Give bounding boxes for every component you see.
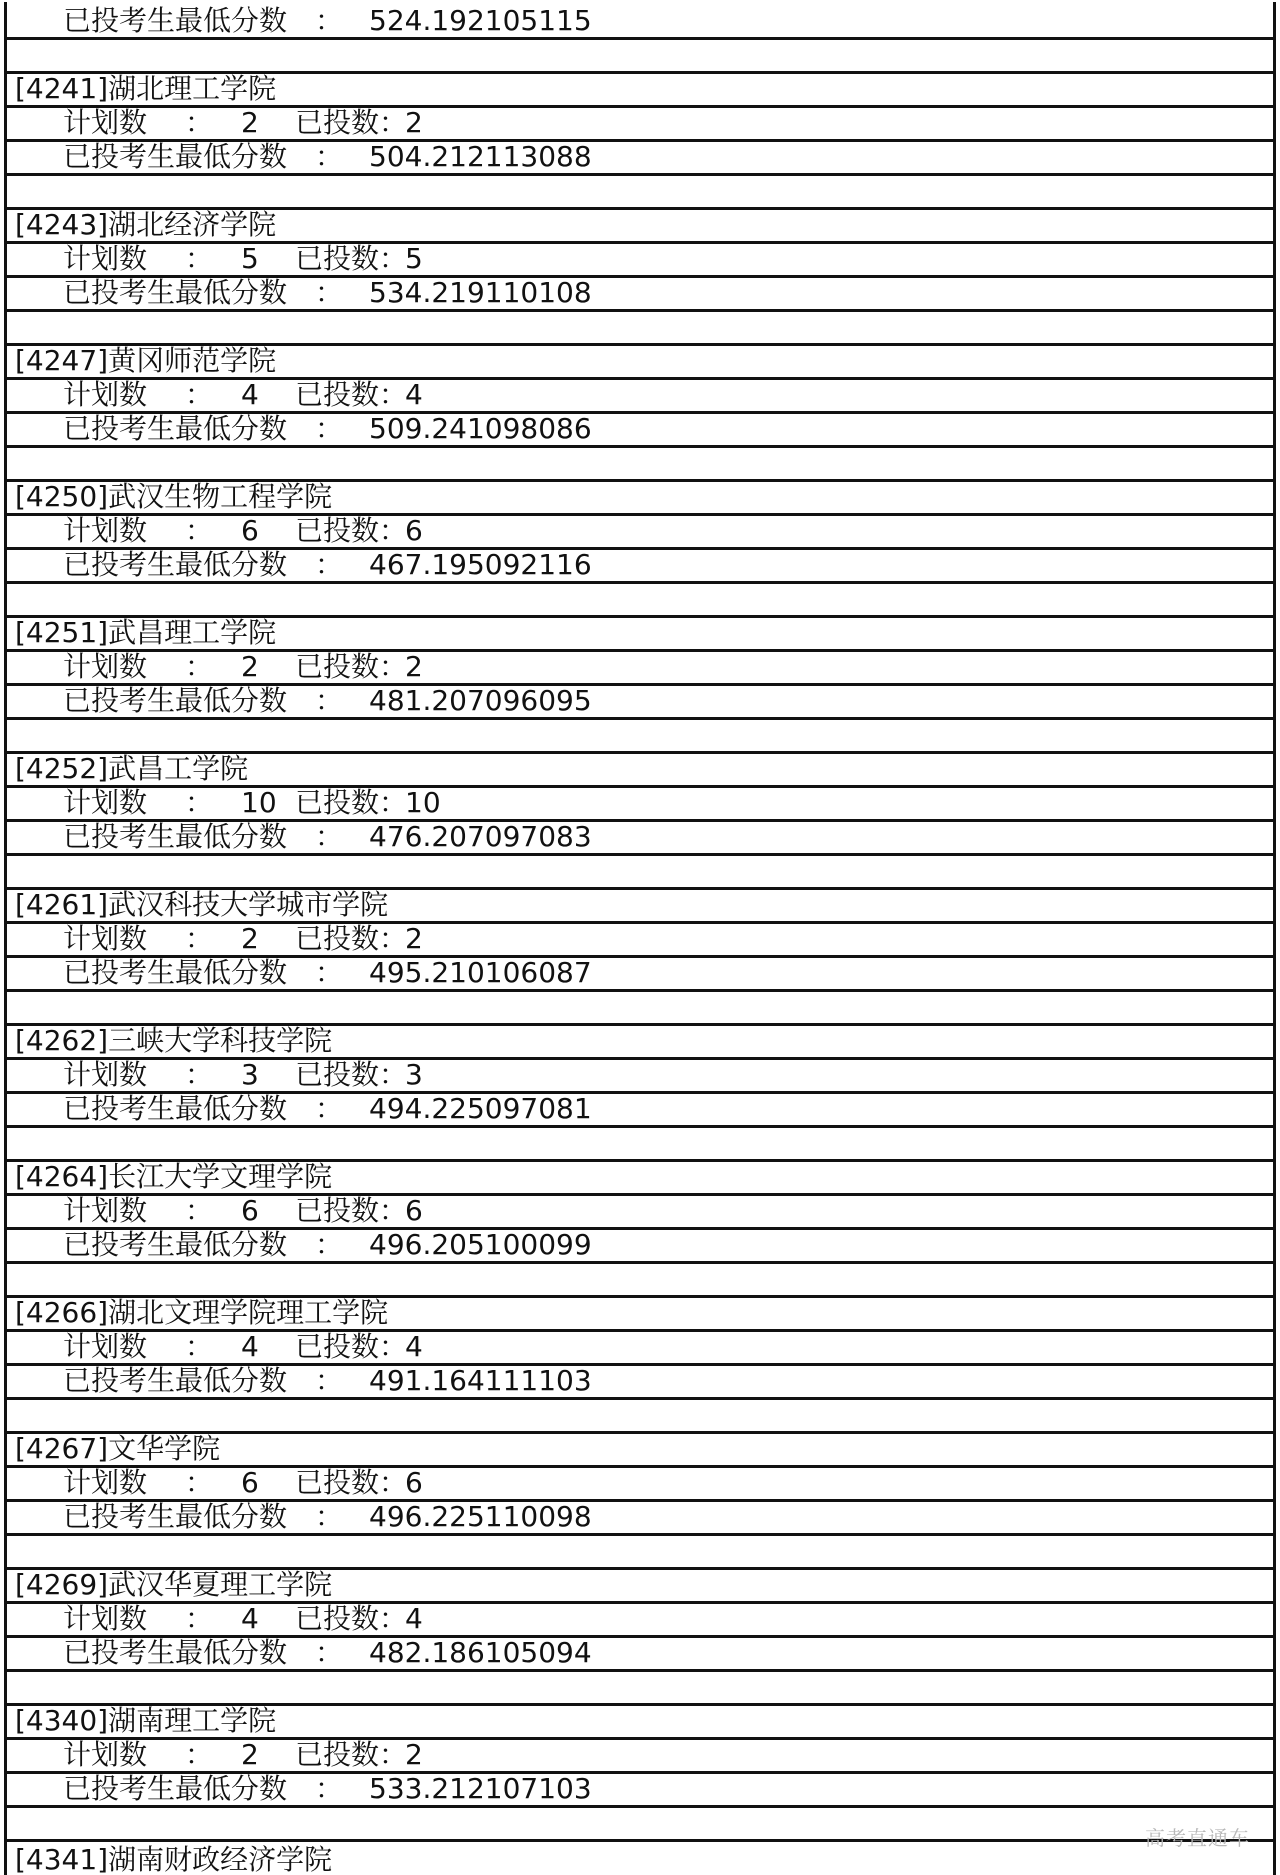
- submitted-value: 4: [405, 1604, 423, 1635]
- college-block: [7, 618, 1273, 754]
- min-score-row: [7, 550, 1273, 584]
- blank-row: [7, 1808, 1273, 1842]
- min-score-value: 467.195092116: [369, 550, 592, 581]
- college-name: [4250]武汉生物工程学院: [15, 482, 333, 513]
- min-score-colon: ：: [315, 822, 344, 853]
- plan-label: 计划数: [63, 1060, 148, 1091]
- submitted-label: 已投数：: [295, 244, 408, 275]
- plan-label: 计划数: [63, 652, 148, 683]
- min-score-label: 已投考生最低分数: [63, 822, 288, 853]
- college-name-row: [7, 74, 1273, 108]
- blank-row: [7, 720, 1273, 754]
- college-name-row: [7, 1162, 1273, 1196]
- college-name: [4262]三峡大学科技学院: [15, 1026, 333, 1057]
- plan-label: 计划数: [63, 244, 148, 275]
- college-name: [4340]湖南理工学院: [15, 1706, 277, 1737]
- college-name: [4252]武昌工学院: [15, 754, 249, 785]
- min-score-value: 533.212107103: [369, 1774, 592, 1805]
- college-block: [7, 482, 1273, 618]
- college-name-row: [7, 1026, 1273, 1060]
- min-score-value: 495.210106087: [369, 958, 592, 989]
- submitted-label: 已投数：: [295, 380, 408, 411]
- plan-value: 6: [241, 1468, 259, 1499]
- min-score-row: [7, 1230, 1273, 1264]
- college-name-row: [7, 210, 1273, 244]
- plan-colon: ：: [185, 1332, 214, 1363]
- min-score-value: 481.207096095: [369, 686, 592, 717]
- min-score-colon: ：: [315, 1502, 344, 1533]
- blank-row: [7, 992, 1273, 1026]
- min-score-colon: ：: [315, 1774, 344, 1805]
- submitted-value: 2: [405, 924, 423, 955]
- min-score-value: 491.164111103: [369, 1366, 592, 1397]
- college-name: [4247]黄冈师范学院: [15, 346, 277, 377]
- submitted-value: 2: [405, 1740, 423, 1771]
- min-score-label: 已投考生最低分数: [63, 1230, 288, 1261]
- min-score-row: [7, 822, 1273, 856]
- plan-row: [7, 1332, 1273, 1366]
- plan-label: 计划数: [63, 108, 148, 139]
- plan-colon: ：: [185, 516, 214, 547]
- min-score-colon: ：: [315, 686, 344, 717]
- plan-row: [7, 1060, 1273, 1094]
- plan-colon: ：: [185, 1196, 214, 1227]
- submitted-value: 2: [405, 108, 423, 139]
- plan-value: 4: [241, 1332, 259, 1363]
- college-name-row: [7, 1706, 1273, 1740]
- plan-row: [7, 244, 1273, 278]
- min-score-label: 已投考生最低分数: [63, 414, 288, 445]
- min-score-value: 494.225097081: [369, 1094, 592, 1125]
- min-score-value: 509.241098086: [369, 414, 592, 445]
- plan-row: [7, 1196, 1273, 1230]
- min-score-label: 已投考生最低分数: [63, 1094, 288, 1125]
- college-name: [4267]文华学院: [15, 1434, 221, 1465]
- plan-label: 计划数: [63, 924, 148, 955]
- min-score-colon: ：: [315, 414, 344, 445]
- submitted-value: 3: [405, 1060, 423, 1091]
- plan-colon: ：: [185, 652, 214, 683]
- submitted-label: 已投数：: [295, 516, 408, 547]
- blank-row: [7, 856, 1273, 890]
- plan-label: 计划数: [63, 1604, 148, 1635]
- min-score-value: 524.192105115: [369, 4, 592, 37]
- min-score-colon: ：: [315, 278, 344, 309]
- blank-row: [7, 176, 1273, 210]
- submitted-label: 已投数：: [295, 108, 408, 139]
- min-score-colon: ：: [315, 550, 344, 581]
- plan-colon: ：: [185, 1468, 214, 1499]
- college-name-row: [7, 482, 1273, 516]
- plan-colon: ：: [185, 1604, 214, 1635]
- college-block: [7, 210, 1273, 346]
- college-block: [7, 346, 1273, 482]
- plan-row: [7, 924, 1273, 958]
- min-score-label: 已投考生最低分数: [63, 1502, 288, 1533]
- college-block: [7, 754, 1273, 890]
- min-score-value: 476.207097083: [369, 822, 592, 853]
- min-score-row: [7, 1094, 1273, 1128]
- submitted-value: 4: [405, 380, 423, 411]
- top-min-score-row: [7, 2, 1273, 40]
- min-score-value: 496.225110098: [369, 1502, 592, 1533]
- college-name-row: [7, 1570, 1273, 1604]
- min-score-row: [7, 958, 1273, 992]
- college-name: [4266]湖北文理学院理工学院: [15, 1298, 389, 1329]
- submitted-label: 已投数：: [295, 924, 408, 955]
- blank-row: [7, 1264, 1273, 1298]
- plan-value: 2: [241, 1740, 259, 1771]
- plan-value: 4: [241, 380, 259, 411]
- plan-colon: ：: [185, 924, 214, 955]
- min-score-colon: ：: [315, 4, 344, 37]
- college-list: [7, 74, 1273, 1842]
- min-score-row: [7, 1502, 1273, 1536]
- plan-colon: ：: [185, 380, 214, 411]
- blank-row: [7, 448, 1273, 482]
- submitted-label: 已投数：: [295, 1468, 408, 1499]
- min-score-row: [7, 278, 1273, 312]
- college-name: [4243]湖北经济学院: [15, 210, 277, 241]
- plan-colon: ：: [185, 1740, 214, 1771]
- plan-row: [7, 380, 1273, 414]
- college-block: [7, 1570, 1273, 1706]
- min-score-value: 504.212113088: [369, 142, 592, 173]
- college-name: [4269]武汉华夏理工学院: [15, 1570, 333, 1601]
- plan-label: 计划数: [63, 380, 148, 411]
- min-score-label: 已投考生最低分数: [63, 1638, 288, 1669]
- submitted-value: 6: [405, 1196, 423, 1227]
- submitted-label: 已投数：: [295, 1604, 408, 1635]
- min-score-label: 已投考生最低分数: [63, 550, 288, 581]
- plan-label: 计划数: [63, 1468, 148, 1499]
- college-block: [7, 1706, 1273, 1842]
- blank-row: [7, 584, 1273, 618]
- plan-colon: ：: [185, 108, 214, 139]
- submitted-label: 已投数：: [295, 788, 408, 819]
- plan-colon: ：: [185, 244, 214, 275]
- submitted-value: 6: [405, 1468, 423, 1499]
- plan-value: 6: [241, 516, 259, 547]
- blank-row: [7, 1400, 1273, 1434]
- min-score-label: 已投考生最低分数: [63, 958, 288, 989]
- min-score-row: [7, 1638, 1273, 1672]
- plan-label: 计划数: [63, 788, 148, 819]
- min-score-label: 已投考生最低分数: [63, 1774, 288, 1805]
- min-score-colon: ：: [315, 142, 344, 173]
- admission-table: [4, 2, 1276, 1875]
- college-name-row: [7, 754, 1273, 788]
- college-name-row: [7, 890, 1273, 924]
- watermark-text: 高考直通车: [1145, 1826, 1250, 1850]
- min-score-label: 已投考生最低分数: [63, 1366, 288, 1397]
- college-block: [7, 74, 1273, 210]
- plan-value: 2: [241, 652, 259, 683]
- min-score-row: [7, 414, 1273, 448]
- min-score-label: 已投考生最低分数: [63, 4, 288, 37]
- plan-row: [7, 652, 1273, 686]
- college-name-row: [7, 346, 1273, 380]
- college-block: [7, 1298, 1273, 1434]
- min-score-row: [7, 1366, 1273, 1400]
- college-name: [4341]湖南财政经济学院: [15, 1843, 333, 1875]
- plan-row: [7, 516, 1273, 550]
- college-name-row: [7, 1842, 1273, 1875]
- college-name: [4241]湖北理工学院: [15, 74, 277, 105]
- college-name: [4264]长江大学文理学院: [15, 1162, 333, 1193]
- submitted-value: 6: [405, 516, 423, 547]
- plan-label: 计划数: [63, 1332, 148, 1363]
- blank-row: [7, 1536, 1273, 1570]
- submitted-value: 10: [405, 788, 441, 819]
- submitted-value: 5: [405, 244, 423, 275]
- min-score-colon: ：: [315, 1638, 344, 1669]
- college-name-row: [7, 618, 1273, 652]
- submitted-label: 已投数：: [295, 652, 408, 683]
- min-score-colon: ：: [315, 1094, 344, 1125]
- min-score-label: 已投考生最低分数: [63, 142, 288, 173]
- plan-value: 2: [241, 108, 259, 139]
- college-name: [4251]武昌理工学院: [15, 618, 277, 649]
- min-score-row: [7, 686, 1273, 720]
- college-name-row: [7, 1434, 1273, 1468]
- min-score-colon: ：: [315, 958, 344, 989]
- plan-value: 6: [241, 1196, 259, 1227]
- college-name-row: [7, 1298, 1273, 1332]
- college-name: [4261]武汉科技大学城市学院: [15, 890, 389, 921]
- college-block: [7, 890, 1273, 1026]
- college-block: [7, 1026, 1273, 1162]
- submitted-label: 已投数：: [295, 1060, 408, 1091]
- plan-value: 3: [241, 1060, 259, 1091]
- blank-row: [7, 312, 1273, 346]
- plan-value: 2: [241, 924, 259, 955]
- submitted-value: 4: [405, 1332, 423, 1363]
- blank-row: [7, 1672, 1273, 1706]
- college-block: [7, 1434, 1273, 1570]
- plan-row: [7, 1740, 1273, 1774]
- min-score-label: 已投考生最低分数: [63, 278, 288, 309]
- plan-value: 4: [241, 1604, 259, 1635]
- submitted-label: 已投数：: [295, 1332, 408, 1363]
- submitted-label: 已投数：: [295, 1196, 408, 1227]
- min-score-row: [7, 142, 1273, 176]
- plan-colon: ：: [185, 788, 214, 819]
- submitted-label: 已投数：: [295, 1740, 408, 1771]
- plan-label: 计划数: [63, 516, 148, 547]
- min-score-value: 482.186105094: [369, 1638, 592, 1669]
- plan-label: 计划数: [63, 1740, 148, 1771]
- college-block: [7, 1162, 1273, 1298]
- min-score-value: 534.219110108: [369, 278, 592, 309]
- min-score-value: 496.205100099: [369, 1230, 592, 1261]
- plan-colon: ：: [185, 1060, 214, 1091]
- min-score-row: [7, 1774, 1273, 1808]
- min-score-label: 已投考生最低分数: [63, 686, 288, 717]
- min-score-colon: ：: [315, 1366, 344, 1397]
- plan-row: [7, 108, 1273, 142]
- min-score-colon: ：: [315, 1230, 344, 1261]
- plan-value: 5: [241, 244, 259, 275]
- plan-row: [7, 1468, 1273, 1502]
- plan-row: [7, 788, 1273, 822]
- submitted-value: 2: [405, 652, 423, 683]
- blank-row: [7, 40, 1273, 74]
- plan-label: 计划数: [63, 1196, 148, 1227]
- plan-value: 10: [241, 788, 277, 819]
- blank-row: [7, 1128, 1273, 1162]
- plan-row: [7, 1604, 1273, 1638]
